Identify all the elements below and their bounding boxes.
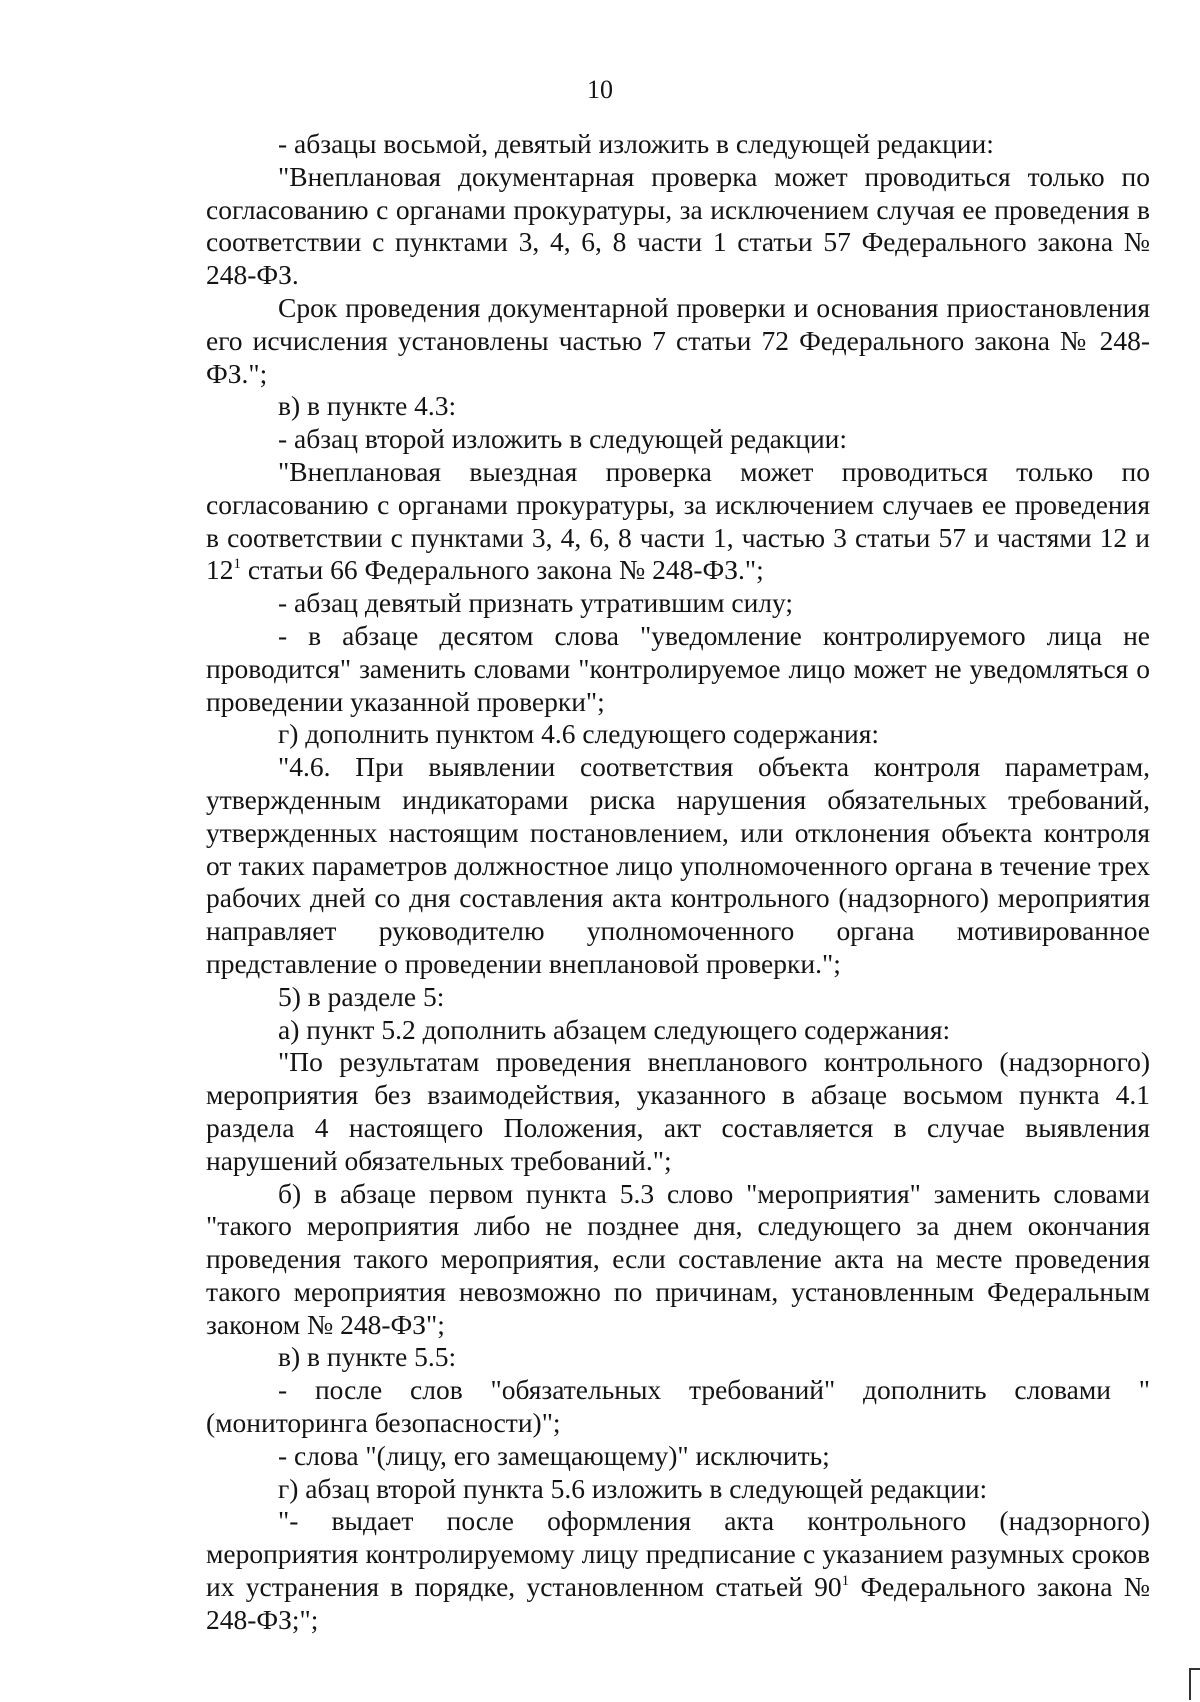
paragraph: "4.6. При выявлении соответствия объекта контроля параметрам, утвержденным индикаторами риска нарушения обязательных требований, утвержденных настоящим постановлением, или отклонения объекта контроля от таких параметров должностное лицо уполномоченного органа в течение трех рабочих дней со дня составления акта контрольного (надзорного) мероприятия направляет руководителю уполномоченного органа мотивированное представление о проведении внеплановой проверки."; bbox=[206, 751, 1150, 979]
paragraph-text: "Внеплановая выездная проверка может проводиться только по согласованию с органами прокуратуры, за исключением случаев ее проведения в соответствии с пунктами 3, 4, 6, 8 части 1, частью 3 статьи 57 и частями 12 и 12 bbox=[206, 455, 1150, 586]
paragraph bbox=[206, 1505, 1150, 1636]
document-body bbox=[206, 128, 1150, 1637]
paragraph-text: статьи 66 Федерального закона № 248-ФЗ."; bbox=[241, 554, 764, 586]
superscript: 1 bbox=[841, 1573, 850, 1590]
paragraph: Срок проведения документарной проверки и основания приостановления его исчисления установлены частью 7 статьи 72 Федерального закона № 248-ФЗ."; bbox=[206, 291, 1150, 389]
scan-edge-mark bbox=[1189, 1668, 1200, 1700]
paragraph: а) пункт 5.2 дополнить абзацем следующего содержания: bbox=[278, 1013, 951, 1045]
paragraph: - после слов "обязательных требований" дополнить словами "(мониторинга безопасности)"; bbox=[206, 1374, 1150, 1439]
paragraph: г) дополнить пунктом 4.6 следующего содержания: bbox=[278, 718, 880, 750]
paragraph: - слова "(лицу, его замещающему)" исключить; bbox=[278, 1439, 830, 1471]
paragraph bbox=[206, 456, 1150, 587]
paragraph: в) в пункте 5.5: bbox=[278, 1341, 457, 1373]
paragraph: г) абзац второй пункта 5.6 изложить в следующей редакции: bbox=[278, 1472, 988, 1504]
paragraph: "По результатам проведения внепланового контрольного (надзорного) мероприятия без взаимодействия, указанного в абзаце восьмом пункта 4.1 раздела 4 настоящего Положения, акт составляется в случае выявления нарушений обязательных требований."; bbox=[206, 1046, 1150, 1176]
paragraph: в) в пункте 4.3: bbox=[278, 390, 457, 422]
paragraph-text: "- выдает после оформления акта контрольного (надзорного) мероприятия контролируемому лицу предписание с указанием разумных сроков их устранения в порядке, установленном статьей 90 bbox=[206, 1505, 1150, 1603]
paragraph: - абзац девятый признать утратившим силу; bbox=[278, 587, 794, 619]
paragraph: - абзац второй изложить в следующей редакции: bbox=[278, 423, 848, 455]
paragraph: - абзацы восьмой, девятый изложить в следующей редакции: bbox=[278, 128, 994, 159]
page-number: 10 bbox=[587, 75, 613, 104]
superscript: 1 bbox=[233, 556, 241, 573]
paragraph-text: Федерального закона № 248-ФЗ;"; bbox=[206, 1571, 1151, 1635]
paragraph: - в абзаце десятом слова "уведомление контролируемого лица не проводится" заменить словами "контролируемое лицо может не уведомляться о проведении указанной проверки"; bbox=[206, 619, 1150, 717]
paragraph: 5) в разделе 5: bbox=[278, 980, 445, 1012]
paragraph: б) в абзаце первом пункта 5.3 слово "мероприятия" заменить словами "такого мероприятия либо не позднее дня, следующего за днем окончания проведения такого мероприятия, если составление акта на месте проведения такого мероприятия невозможно по причинам, установленным Федеральным законом № 248-ФЗ"; bbox=[206, 1177, 1150, 1340]
paragraph: "Внеплановая документарная проверка может проводиться только по согласованию с органами прокуратуры, за исключением случая ее проведения в соответствии с пунктами 3, 4, 6, 8 части 1 статьи 57 Федерального закона № 248-ФЗ. bbox=[206, 160, 1150, 291]
